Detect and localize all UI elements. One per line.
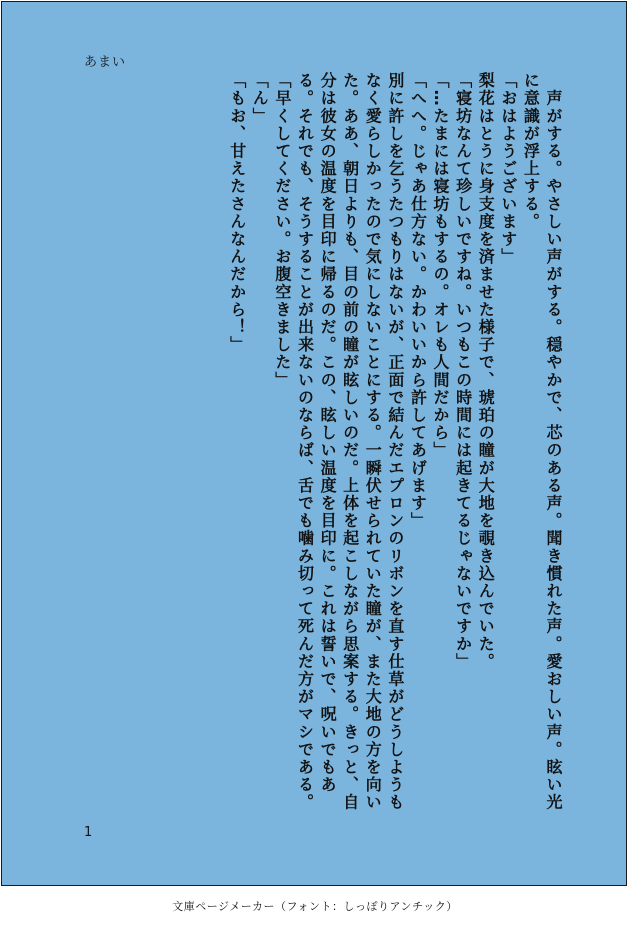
paragraph-7: 別に許しを乞うたつもりはないが、正面で結んだエプロンのリボンを直す仕草がどうしようもなく愛らしかったので気にしないことにする。一瞬伏せられていた瞳が、また大地の方を向いた。ああ、朝日よりも、目の前の瞳が眩しいのだ。上体を起こしながら思案する。きっと、自分は彼女の温度を目印に帰るのだ。この、眩しい温度を目印に。これは誓いで、呪いでもある。それでも、そうすることが出来ないのならば、舌でも噛み切って死んだ方がマシである。 xyxy=(295,72,405,812)
page-number: 1 xyxy=(84,825,93,840)
paragraph-3: 梨花はとうに身支度を済ませた様子で、琥珀の瞳が大地を覗き込んでいた。 xyxy=(476,72,496,671)
paragraph-9: 「ん」 xyxy=(250,72,270,125)
footer-caption: 文庫ページメーカー（フォント：しっぽりアンチック） xyxy=(172,900,458,913)
paragraph-4: 「寝坊なんて珍しいですね。いつもこの時間には起きてるじゃないですか」 xyxy=(453,72,473,671)
paragraph-6: 「へへ。じゃあ仕方ない。かわいいから許してあげます」 xyxy=(408,72,428,530)
paragraph-2: 「おはようございます」 xyxy=(498,72,518,266)
paragraph-8: 「早くしてください。お腹空きました」 xyxy=(272,72,292,389)
author-name: あまい xyxy=(84,55,127,70)
paragraph-5: 「…たまには寝坊もするの。オレも人間だから」 xyxy=(431,72,451,460)
book-page xyxy=(1,1,627,886)
paragraph-10: 「もお、甘えたさんなんだから！」 xyxy=(227,72,247,354)
vertical-body-text xyxy=(86,72,564,814)
paragraph-1: 声がする。やさしい声がする。穏やかで、芯のある声。聞き慣れた声。愛おしい声。眩い光に意識が浮上する。 xyxy=(521,72,563,812)
